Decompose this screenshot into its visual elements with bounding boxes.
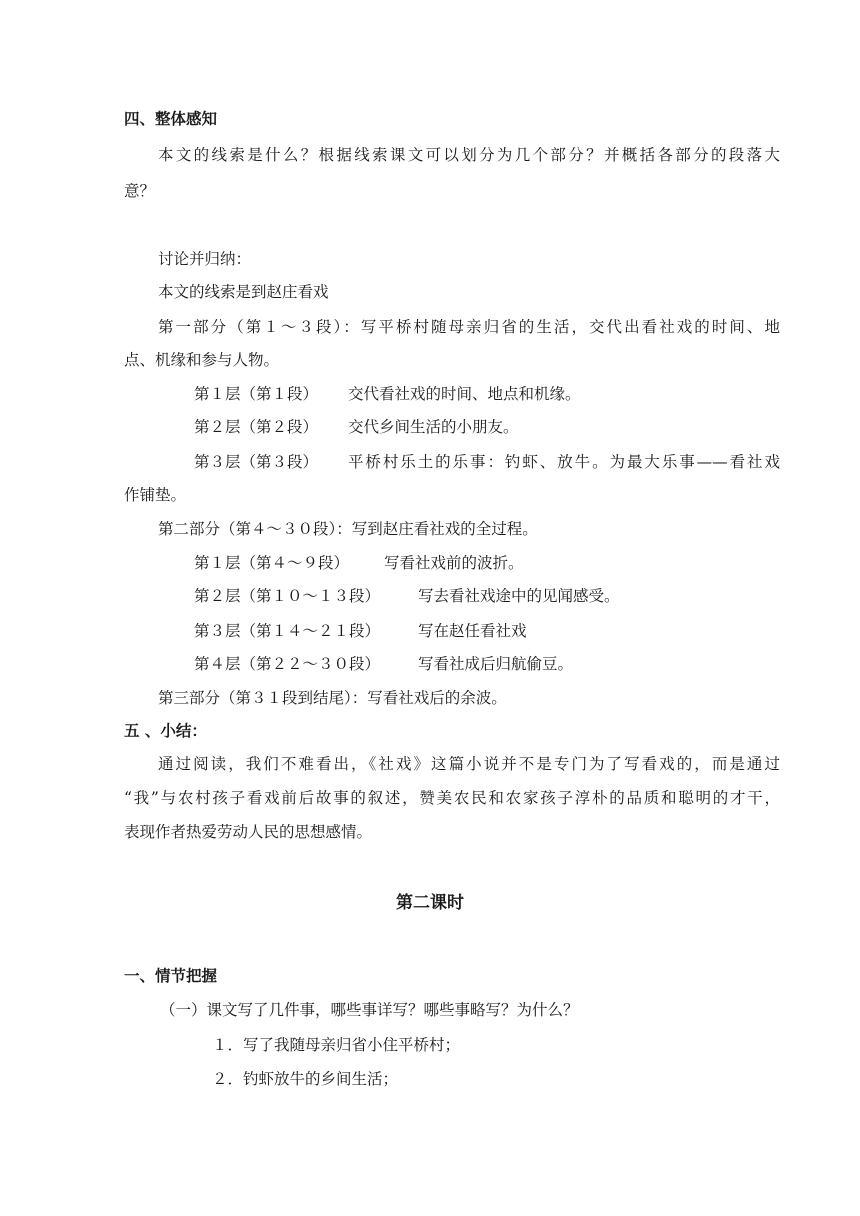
section4-question-line1: 本文的线索是什么？根据线索课文可以划分为几个部分？并概括各部分的段落大 — [158, 146, 780, 164]
part1-layer1-text: 交代看社戏的时间、地点和机缘。 — [348, 385, 581, 403]
discuss-label: 讨论并归纳： — [158, 250, 252, 268]
part3-line: 第三部分（第３１段到结尾）：写看社戏后的余波。 — [158, 689, 507, 707]
summary-line3: 表现作者热爱劳动人民的思想感情。 — [124, 823, 373, 841]
part2-layer1-label: 第１层（第４～９段） — [194, 554, 350, 572]
lesson2-section1-heading: 一、情节把握 — [124, 967, 218, 985]
summary-line1: 通过阅读，我们不难看出，《社戏》这篇小说并不是专门为了写看戏的，而是通过 — [158, 755, 780, 773]
part1-layer3-label: 第３层（第３段） — [194, 453, 319, 471]
part1-layer2-text: 交代乡间生活的小朋友。 — [348, 418, 519, 436]
section4-heading: 四、整体感知 — [124, 110, 218, 128]
part2-layer2-label: 第２层（第１０～１３段） — [194, 587, 381, 605]
section5-heading: 五 、小结： — [124, 722, 207, 740]
part2-layer1-text: 写看社戏前的波折。 — [384, 554, 524, 572]
part1-line2: 点、机缘和参与人物。 — [124, 351, 280, 369]
lesson2-question1: （一）课文写了几件事，哪些事详写？哪些事略写？为什么？ — [160, 1001, 579, 1019]
summary-line2: “我”与农村孩子看戏前后故事的叙述，赞美农民和农家孩子淳朴的品质和聪明的才干， — [124, 789, 780, 807]
part2-layer4-text: 写看社成后归航偷豆。 — [418, 655, 574, 673]
part1-layer2-label: 第２层（第２段） — [194, 418, 319, 436]
part2-layer3-label: 第３层（第１４～２１段） — [194, 622, 381, 640]
part1-layer1-label: 第１层（第１段） — [194, 385, 319, 403]
part2-line1: 第二部分（第４～３０段）：写到赵庄看社戏的全过程。 — [158, 520, 538, 538]
part2-layer3-text: 写在赵任看社戏 — [418, 622, 527, 640]
clue-text: 本文的线索是到赵庄看戏 — [158, 283, 329, 301]
part1-line1: 第一部分（第１～３段）：写平桥村随母亲归省的生活，交代出看社戏的时间、地 — [158, 318, 780, 336]
list-item: ２．钓虾放牛的乡间生活； — [212, 1070, 399, 1088]
section4-question-line2: 意？ — [124, 182, 156, 200]
part1-layer3-text: 平桥村乐土的乐事：钓虾、放牛。为最大乐事——看社戏 — [348, 453, 780, 471]
part2-layer4-label: 第４层（第２２～３０段） — [194, 655, 381, 673]
list-item: １．写了我随母亲归省小住平桥村； — [212, 1036, 461, 1054]
part1-layer3-cont: 作铺垫。 — [124, 486, 187, 504]
lesson2-title: 第二课时 — [396, 893, 464, 913]
part2-layer2-text: 写去看社戏途中的见闻感受。 — [418, 587, 620, 605]
